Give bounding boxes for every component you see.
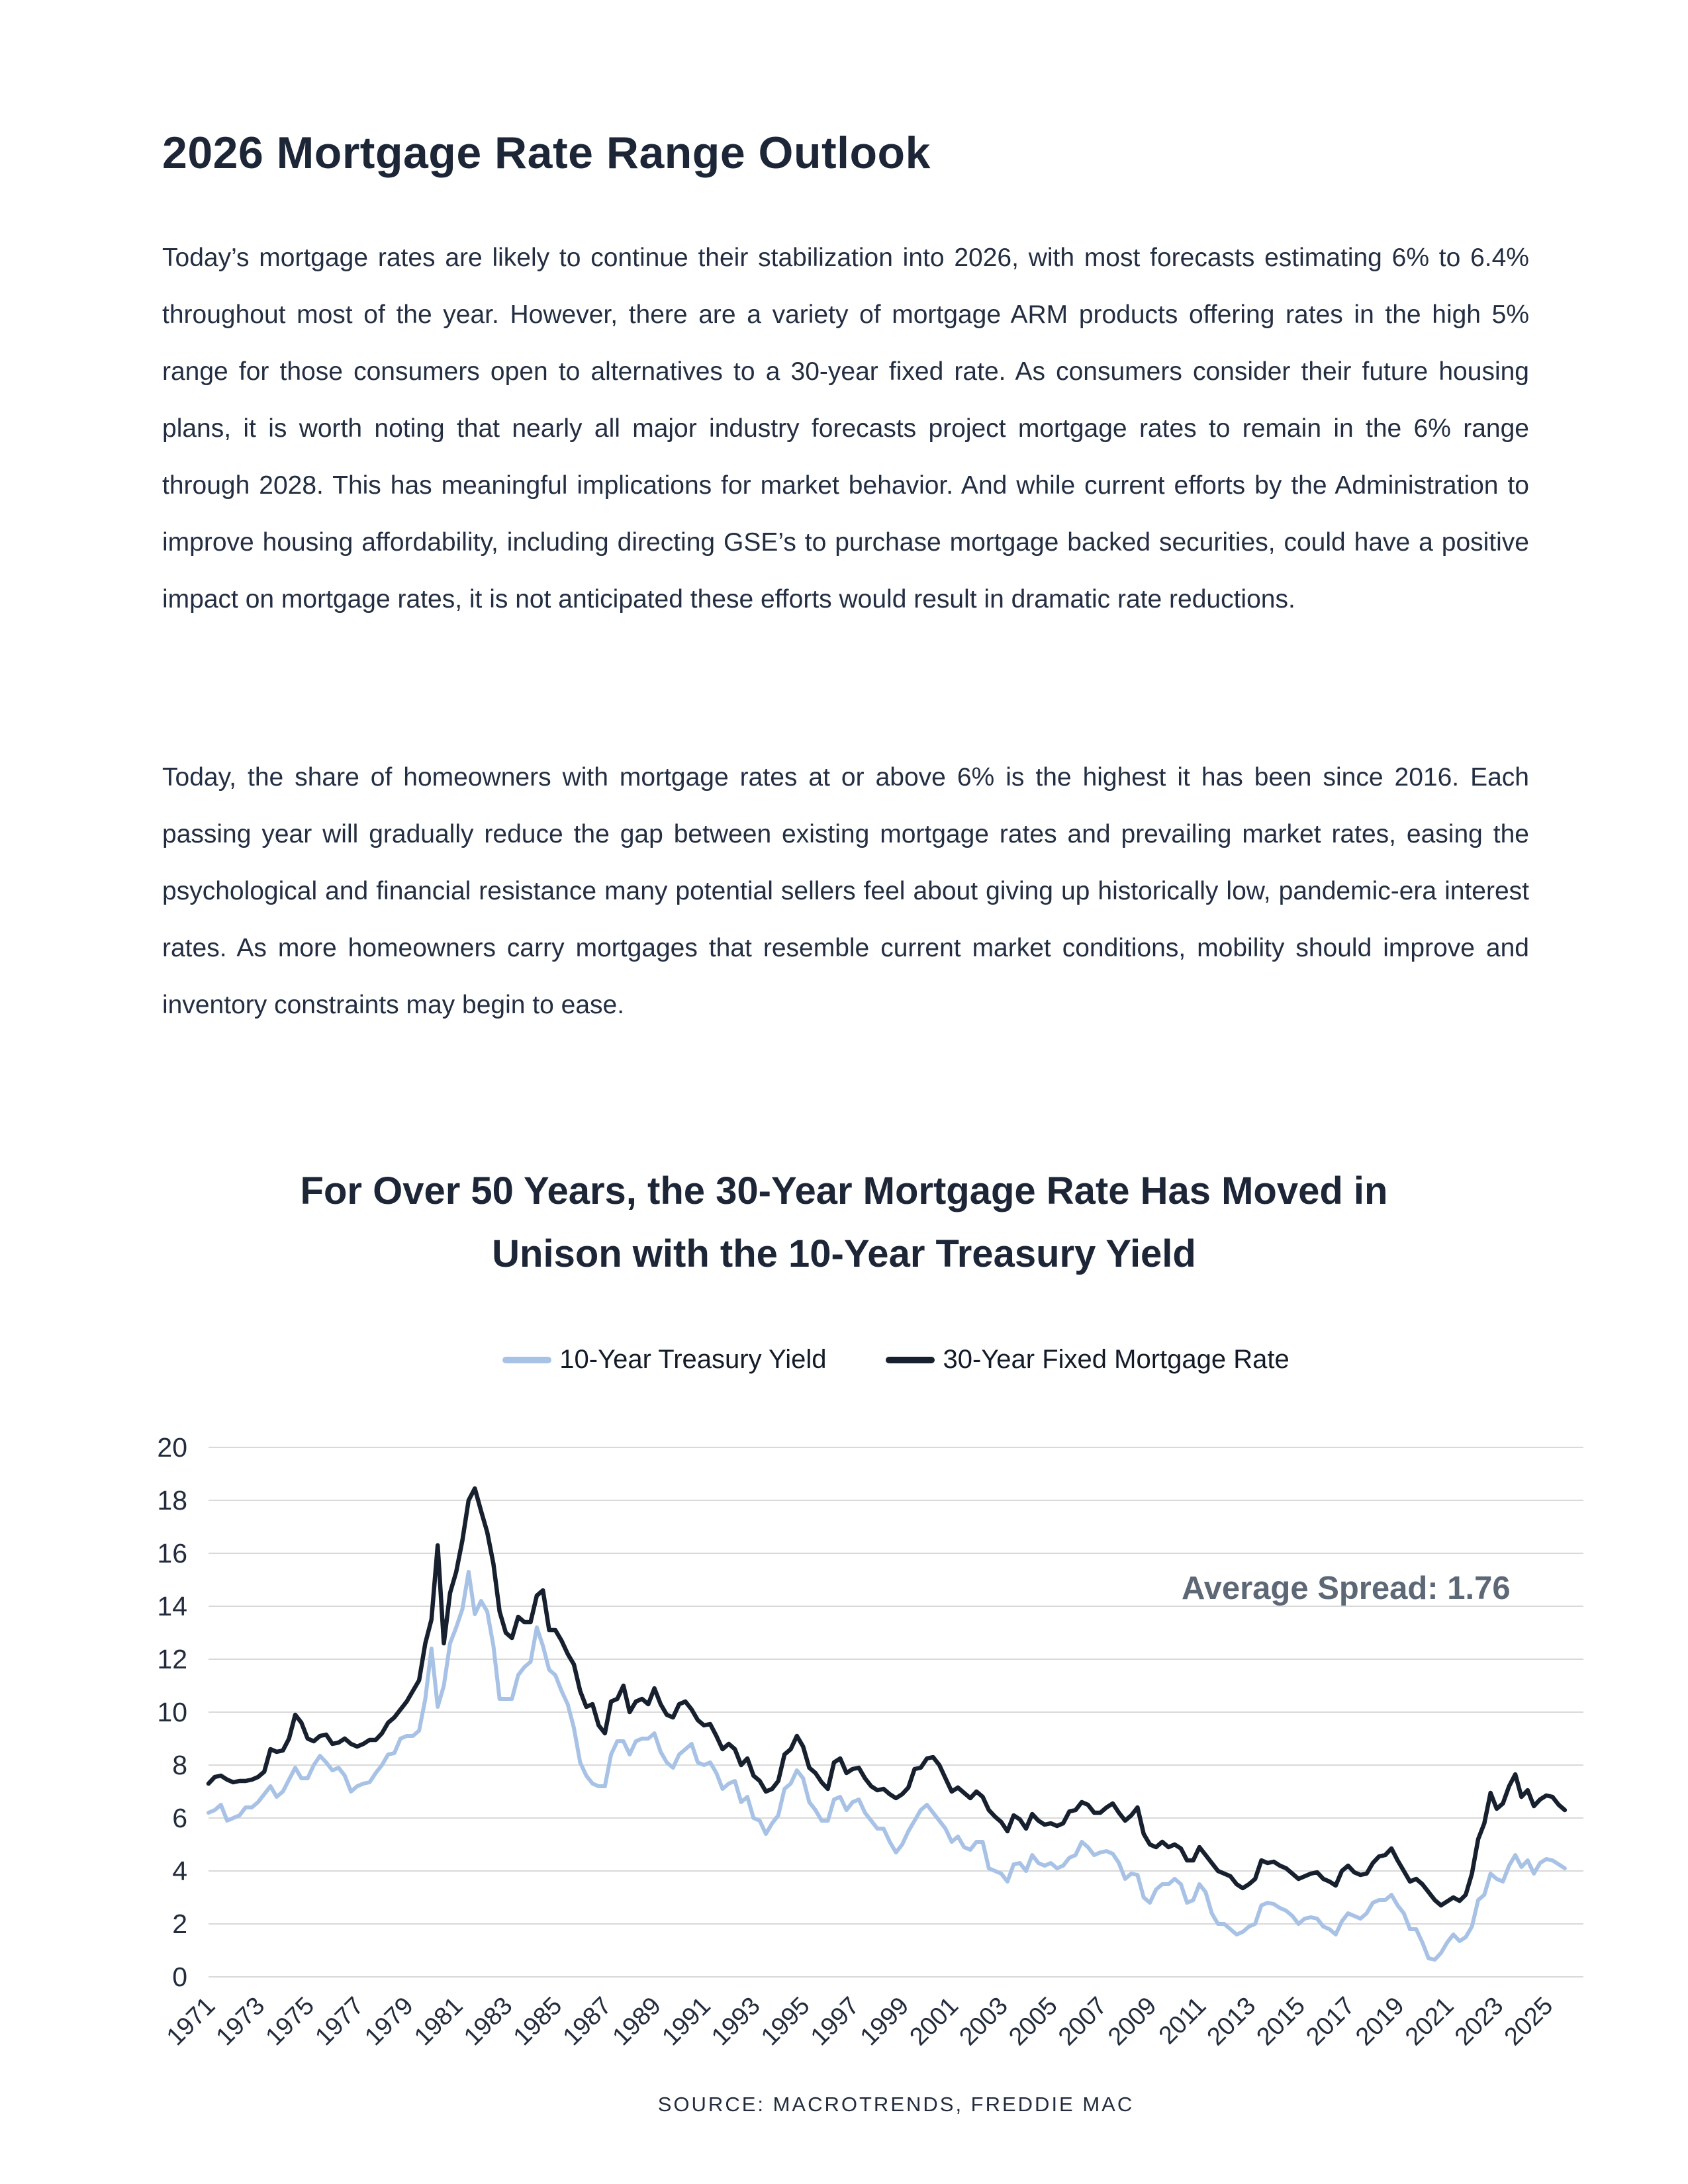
x-axis-tick-1971: 1971 [161, 1991, 221, 2052]
y-axis-tick-2: 2 [172, 1909, 187, 1939]
line-chart [157, 1432, 1583, 2052]
x-axis-tick-2023: 2023 [1449, 1991, 1509, 2052]
x-axis-tick-1981: 1981 [409, 1991, 469, 2052]
y-axis-tick-18: 18 [157, 1485, 187, 1516]
y-axis-tick-14: 14 [157, 1591, 187, 1621]
x-axis-tick-1991: 1991 [657, 1991, 716, 2052]
y-axis-tick-16: 16 [157, 1538, 187, 1569]
x-axis-tick-2009: 2009 [1102, 1991, 1162, 2052]
chart-title-line-2: Unison with the 10-Year Treasury Yield [492, 1232, 1196, 1275]
treasury-line-swatch-icon [502, 1357, 551, 1363]
chart-legend [209, 1345, 1583, 1375]
y-axis-tick-4: 4 [172, 1856, 187, 1886]
x-axis-tick-1985: 1985 [508, 1991, 568, 2052]
y-axis-tick-10: 10 [157, 1697, 187, 1727]
x-axis-tick-1973: 1973 [211, 1991, 271, 2052]
x-axis-tick-2017: 2017 [1301, 1991, 1360, 2052]
y-axis-tick-20: 20 [157, 1432, 187, 1463]
x-axis-tick-1997: 1997 [805, 1991, 865, 2052]
x-axis-tick-2013: 2013 [1201, 1991, 1262, 2052]
x-axis-tick-2007: 2007 [1053, 1991, 1113, 2052]
x-axis-tick-1979: 1979 [359, 1991, 419, 2052]
chart-title [0, 1160, 1688, 1285]
average-spread-annotation: Average Spread: 1.76 [1182, 1570, 1511, 1606]
legend-item-mortgage [886, 1345, 1289, 1375]
x-axis-tick-2005: 2005 [1004, 1991, 1063, 2052]
intro-paragraph-2: Today, the share of homeowners with mortgage rates at or above 6% is the highest it has been since 2016. Each passing year will gradually reduce the gap between existing mortgage rates and prevailing market rates, easing the psychological and financial resistance many potential sellers feel about giving up historically low, pandemic-era interest rates. As more homeowners carry mortgages that resemble current market conditions, mobility should improve and inventory constraints may begin to ease. [162, 763, 1529, 1019]
x-axis-tick-1993: 1993 [706, 1991, 766, 2052]
x-axis-tick-2015: 2015 [1251, 1991, 1311, 2052]
x-axis-tick-1987: 1987 [557, 1991, 618, 2052]
legend-label-treasury: 10-Year Treasury Yield [559, 1345, 827, 1374]
y-axis-tick-0: 0 [172, 1962, 187, 1992]
chart-canvas [157, 1432, 1583, 2052]
x-axis-tick-2019: 2019 [1350, 1991, 1410, 2052]
legend-label-mortgage: 30-Year Fixed Mortgage Rate [943, 1345, 1289, 1374]
y-axis-tick-6: 6 [172, 1803, 187, 1833]
x-axis-tick-2001: 2001 [904, 1991, 964, 2052]
series-line-30-year-fixed-mortgage-rate [209, 1488, 1565, 1905]
y-axis-tick-12: 12 [157, 1644, 187, 1674]
intro-paragraph-1: Today’s mortgage rates are likely to continue their stabilization into 2026, with most forecasts estimating 6% to 6.4% throughout most of the year. However, there are a variety of mortgage ARM products offering rates in the high 5% range for those consumers open to alternatives to a 30-year fixed rate. As consumers consider their future housing plans, it is worth noting that nearly all major industry forecasts project mortgage rates to remain in the 6% range through 2028. This has meaningful implications for market behavior. And while current efforts by the Administration to improve housing affordability, including directing GSE’s to purchase mortgage backed securities, could have a positive impact on mortgage rates, it is not anticipated these efforts would result in dramatic rate reductions. [162, 244, 1529, 614]
x-axis-tick-1999: 1999 [855, 1991, 915, 2052]
y-axis-tick-8: 8 [172, 1750, 187, 1780]
source-note: SOURCE: MACROTRENDS, FREDDIE MAC [657, 2093, 1135, 2116]
x-axis-tick-2025: 2025 [1499, 1991, 1559, 2052]
page-title: 2026 Mortgage Rate Range Outlook [162, 128, 931, 178]
x-axis-tick-1995: 1995 [756, 1991, 816, 2052]
x-axis-tick-2021: 2021 [1400, 1991, 1460, 2052]
x-axis-tick-2003: 2003 [954, 1991, 1013, 2052]
legend-item-treasury [502, 1345, 826, 1375]
x-axis-tick-1975: 1975 [260, 1991, 320, 2052]
x-axis-tick-1977: 1977 [310, 1991, 369, 2052]
x-axis-tick-1983: 1983 [458, 1991, 518, 2052]
mortgage-line-swatch-icon [886, 1357, 935, 1363]
x-axis-tick-1989: 1989 [607, 1991, 667, 2052]
x-axis-tick-2011: 2011 [1153, 1991, 1212, 2050]
chart-title-line-1: For Over 50 Years, the 30-Year Mortgage Rate Has Moved in [300, 1169, 1388, 1212]
